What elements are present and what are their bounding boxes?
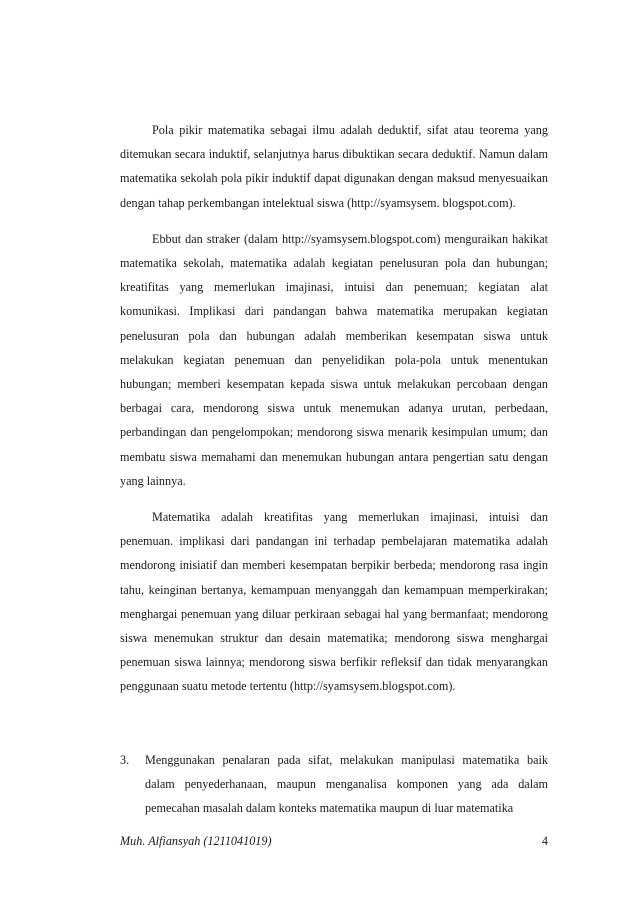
body-text <box>120 118 548 711</box>
page-number: 4 <box>541 834 548 848</box>
list-item-text: Menggunakan penalaran pada sifat, melakukan manipulasi matematika baik dalam penyederhanaan, maupun menganalisa komponen yang ada dalam pemecahan masalah dalam konteks matematika maupun di luar matematika <box>145 753 548 816</box>
paragraph-ebbut-straker: Ebbut dan straker (dalam http://syamsysem.blogspot.com) menguraikan hakikat matematika sekolah, matematika adalah kegiatan penelusuran pola dan hubungan; kreatifitas yang memerlukan imajinasi, intuisi dan penemuan; kegiatan alat komunikasi. Implikasi dari pandangan bahwa matematika merupakan kegiatan penelusuran pola dan hubungan adalah memberikan kesempatan siswa untuk melakukan kegiatan penemuan dan penyelidikan pola-pola untuk menentukan hubungan; memberi kesempatan kepada siswa untuk melakukan percobaan dengan berbagai cara, mendorong siswa untuk menemukan adanya urutan, perbedaan, perbandingan dan pengelompokan; mendorong siswa menarik kesimpulan umum; dan membatu siswa memahami dan menemukan hubungan antara pengertian satu dengan yang lainnya. <box>120 231 548 488</box>
paragraph-pola-pikir: Pola pikir matematika sebagai ilmu adalah deduktif, sifat atau teorema yang ditemukan secara induktif, selanjutnya harus dibuktikan secara deduktif. Namun dalam matematika sekolah pola pikir induktif dapat digunakan dengan maksud menyesuaikan dengan tahap perkembangan intelektual siswa (http://syamsysem. blogspot.com). <box>120 123 548 210</box>
numbered-list-item <box>120 748 548 821</box>
footer-author: Muh. Alfiansyah (1211041019) <box>120 834 272 848</box>
page-footer <box>120 831 548 851</box>
paragraph-kreatifitas: Matematika adalah kreatifitas yang memerlukan imajinasi, intuisi dan penemuan. implikasi dari pandangan ini terhadap pembelajaran matematika adalah mendorong inisiatif dan memberi kesempatan berpikir berbeda; mendorong rasa ingin tahu, keinginan bertanya, kemampuan menyanggah dan kemampuan memperkirakan; menghargai penemuan yang diluar perkiraan sebagai hal yang bermanfaat; mendorong siswa menemukan struktur dan desain matematika; mendorong siswa menghargai penemuan siswa lainnya; mendorong siswa berfikir refleksif dan tidak menyarangkan penggunaan suatu metode tertentu (http://syamsysem.blogspot.com). <box>120 510 548 694</box>
list-item-number: 3. <box>120 753 130 767</box>
